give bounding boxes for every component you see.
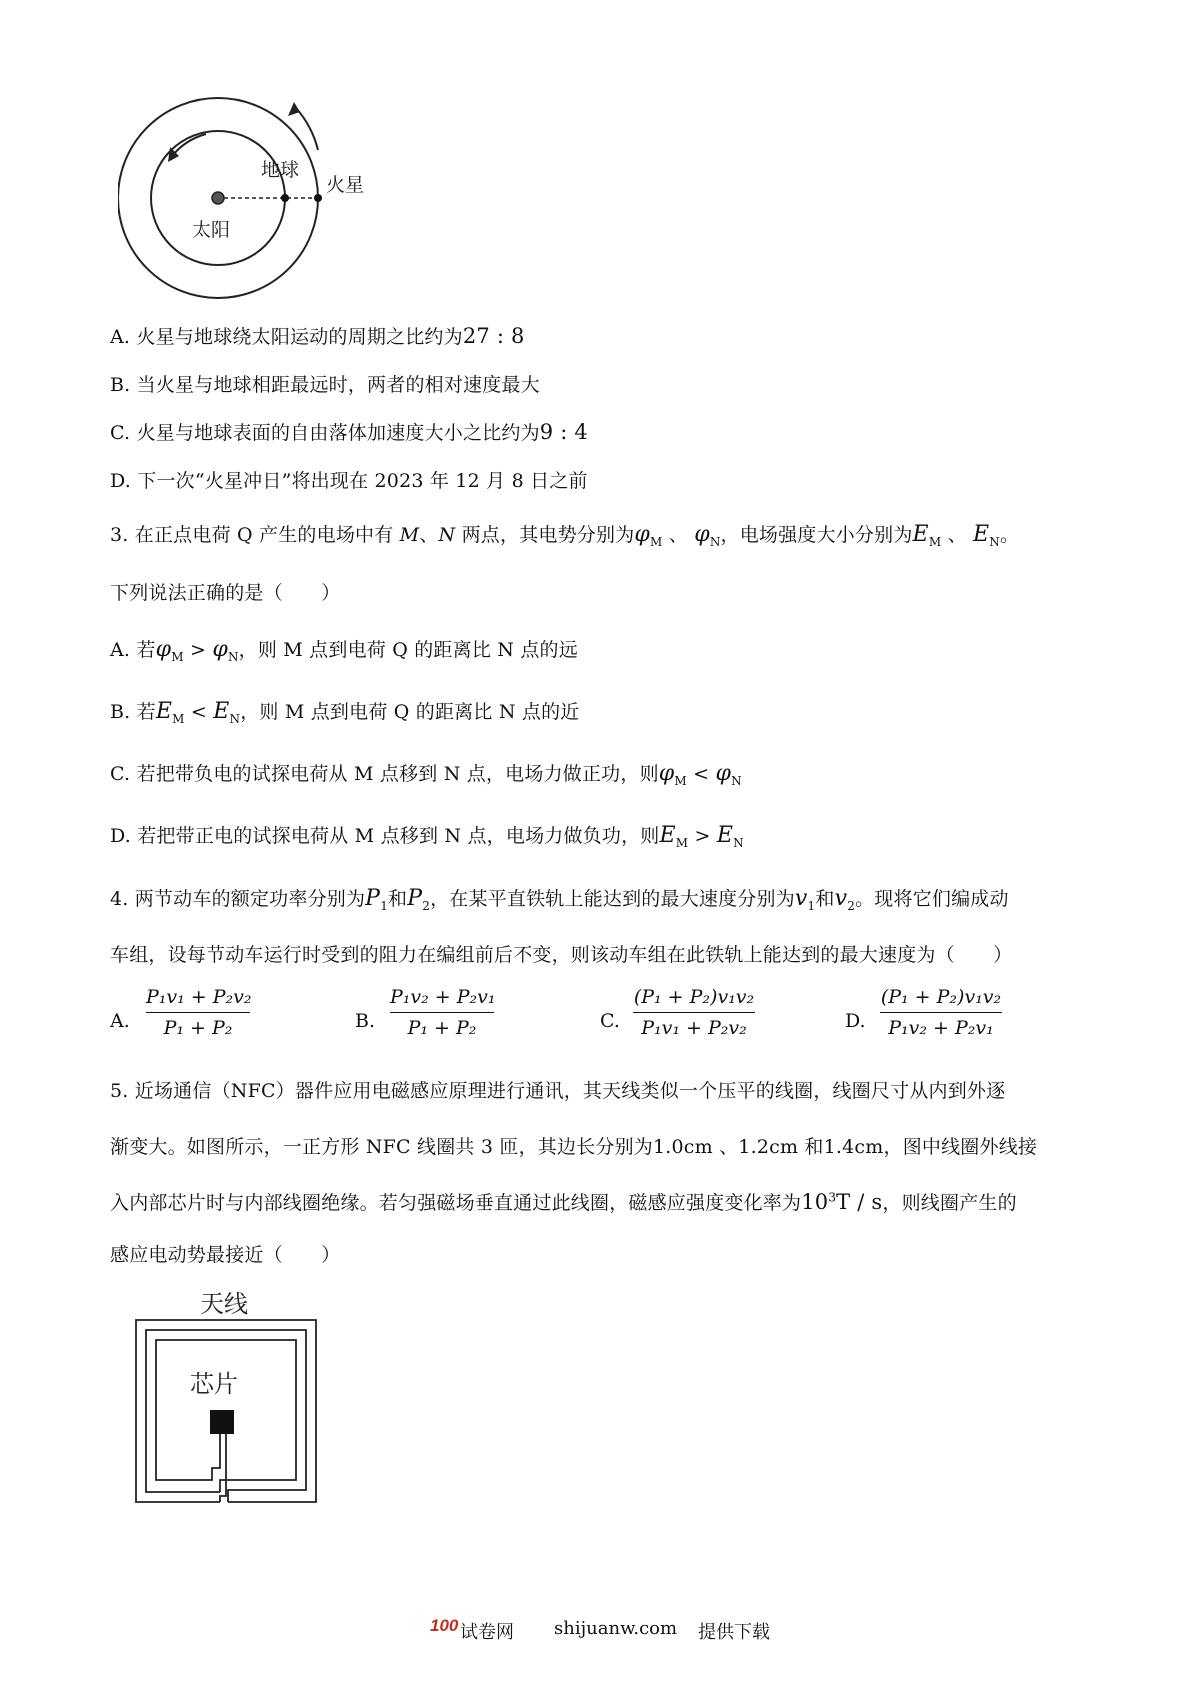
mars-label: 火星 xyxy=(326,174,365,196)
q4-stem-line1: 4. 两节动车的额定功率分别为$P_1$和$P_2$，在某平直铁轨上能达到的最大速度分别为$v_1$和$v_2$。现将它们编成动 xyxy=(110,886,1009,913)
antenna-label: 天线 xyxy=(200,1290,248,1318)
q5-stem-line3: 入内部芯片时与内部线圈绝缘。若匀强磁场垂直通过此线圈，磁感应强度变化率为$10^3T$ / s，则线圈产生的 xyxy=(110,1190,1017,1214)
earth-dot xyxy=(281,194,289,202)
q3-option-c: C. 若把带负电的试探电荷从 M 点移到 N 点，电场力做正功，则$\varphi_M < \varphi_N$ xyxy=(110,761,742,788)
q2-option-a: A. 火星与地球绕太阳运动的周期之比约为27 : 8 xyxy=(110,324,525,348)
q3-option-d: D. 若把带正电的试探电荷从 M 点移到 N 点，电场力做负功，则$E_M > E_N$ xyxy=(110,823,744,850)
chip-icon xyxy=(210,1410,234,1434)
q4-option-a-fraction: P₁v₁ + P₂v₂ P₁ + P₂ xyxy=(146,986,252,1039)
q3-option-b: B. 若$E_M < E_N$，则 M 点到电荷 Q 的距离比 N 点的近 xyxy=(110,699,580,726)
sun-dot xyxy=(212,192,224,204)
footer-url[interactable]: shijuanw.com xyxy=(554,1618,678,1639)
q4-option-d-label: D. xyxy=(845,1010,866,1032)
chip-label: 芯片 xyxy=(190,1370,238,1398)
q3-stem-line2: 下列说法正确的是（ ） xyxy=(110,582,341,604)
q2-option-b: B. 当火星与地球相距最远时，两者的相对速度最大 xyxy=(110,374,540,396)
q4-option-a-label: A. xyxy=(110,1010,130,1032)
q3-stem-line1: 3. 在正点电荷 Q 产生的电场中有 M、N 两点，其电势分别为$\varphi_M$ 、 $\varphi_N$，电场强度大小分别为$E_M$ 、 $E_N$。 xyxy=(110,522,1020,549)
q5-stem-line2: 渐变大。如图所示，一正方形 NFC 线圈共 3 匝，其边长分别为1.0cm 、1.2cm 和1.4cm，图中线圈外线接 xyxy=(110,1136,1038,1158)
q4-stem-line2: 车组，设每节动车运行时受到的阻力在编组前后不变，则该动车组在此铁轨上能达到的最大速度为（ ） xyxy=(110,944,1013,966)
q2-option-d: D. 下一次“火星冲日”将出现在 2023 年 12 月 8 日之前 xyxy=(110,470,588,492)
orbit-diagram xyxy=(118,90,408,320)
q4-option-b-label: B. xyxy=(355,1010,376,1032)
q5-stem-line1: 5. 近场通信（NFC）器件应用电磁感应原理进行通讯，其天线类似一个压平的线圈，线圈尺寸从内到外逐 xyxy=(110,1080,1006,1102)
q4-option-b-fraction: P₁v₂ + P₂v₁ P₁ + P₂ xyxy=(390,986,496,1039)
q4-option-d-fraction: (P₁ + P₂)v₁v₂ P₁v₂ + P₂v₁ xyxy=(880,986,1002,1039)
earth-label: 地球 xyxy=(261,159,300,181)
q4-option-c-label: C. xyxy=(600,1010,620,1032)
q3-option-a: A. 若$\varphi_M > \varphi_N$，则 M 点到电荷 Q 的距离比 N 点的远 xyxy=(110,637,578,664)
q4-option-c-fraction: (P₁ + P₂)v₁v₂ P₁v₁ + P₂v₂ xyxy=(633,986,755,1039)
q5-stem-line4: 感应电动势最接近（ ） xyxy=(110,1244,341,1266)
footer-note: 提供下载 xyxy=(698,1622,770,1643)
footer-site-name: 试卷网 xyxy=(460,1622,514,1643)
sun-label: 太阳 xyxy=(192,219,231,241)
nfc-coil-diagram xyxy=(128,1284,328,1514)
footer-logo: 100 xyxy=(430,1616,459,1635)
q2-option-c: C. 火星与地球表面的自由落体加速度大小之比约为9 : 4 xyxy=(110,420,588,444)
mars-dot xyxy=(314,194,322,202)
outer-arrow-icon xyxy=(296,108,318,150)
